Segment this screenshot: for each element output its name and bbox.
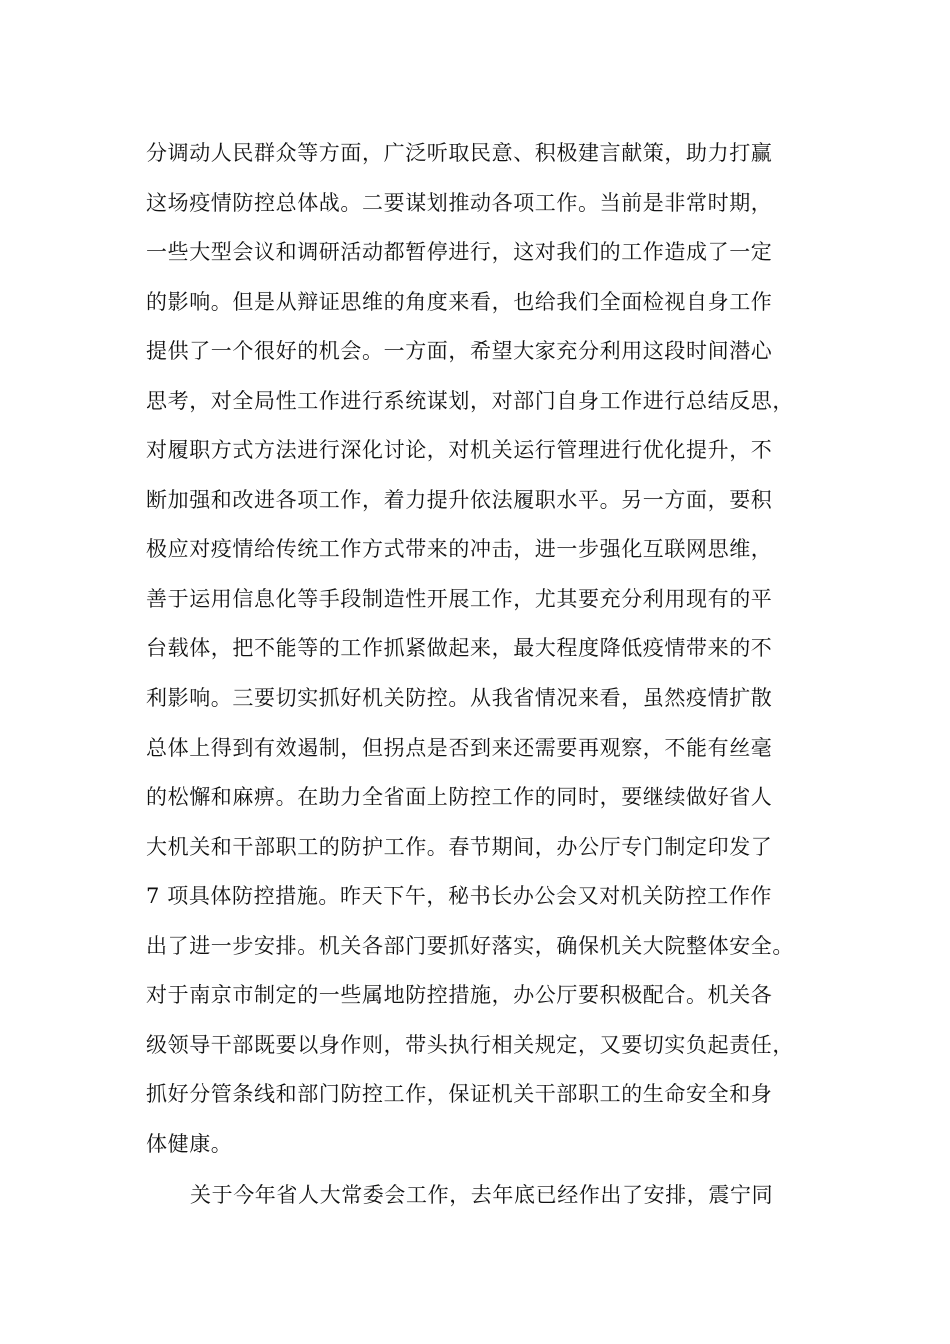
- text-line: 一些大型会议和调研活动都暂停进行，这对我们的工作造成了一定: [146, 240, 773, 264]
- text-line: 出了进一步安排。机关各部门要抓好落实，确保机关大院整体安全。: [146, 934, 794, 958]
- text-line: 总体上得到有效遏制，但拐点是否到来还需要再观察，不能有丝毫: [146, 736, 773, 760]
- text-line: 台载体，把不能等的工作抓紧做起来，最大程度降低疫情带来的不: [146, 636, 773, 660]
- text-line: 对履职方式方法进行深化讨论，对机关运行管理进行优化提升，不: [146, 438, 773, 462]
- text-line: 极应对疫情给传统工作方式带来的冲击，进一步强化互联网思维，: [146, 537, 773, 561]
- text-line: 的影响。但是从辩证思维的角度来看，也给我们全面检视自身工作: [146, 290, 773, 314]
- text-line: 分调动人民群众等方面，广泛听取民意、积极建言献策，助力打赢: [146, 141, 773, 165]
- text-line: 善于运用信息化等手段制造性开展工作，尤其要充分利用现有的平: [146, 587, 773, 611]
- text-line: 这场疫情防控总体战。二要谋划推动各项工作。当前是非常时期，: [146, 191, 773, 215]
- text-line: 利影响。三要切实抓好机关防控。从我省情况来看，虽然疫情扩散: [146, 686, 773, 710]
- text-line: 断加强和改进各项工作，着力提升依法履职水平。另一方面，要积: [146, 488, 773, 512]
- text-line: 级领导干部既要以身作则，带头执行相关规定，又要切实负起责任，: [146, 1033, 794, 1057]
- text-line: 思考，对全局性工作进行系统谋划，对部门自身工作进行总结反思，: [146, 389, 794, 413]
- text-line: 体健康。: [146, 1132, 233, 1156]
- text-line: 的松懈和麻痹。在助力全省面上防控工作的同时，要继续做好省人: [146, 785, 773, 809]
- text-line: 大机关和干部职工的防护工作。春节期间，办公厅专门制定印发了: [146, 835, 773, 859]
- text-line: 提供了一个很好的机会。一方面，希望大家充分利用这段时间潜心: [146, 339, 773, 363]
- text-line: 抓好分管条线和部门防控工作，保证机关干部职工的生命安全和身: [146, 1082, 773, 1106]
- text-line: 7 项具体防控措施。昨天下午，秘书长办公会又对机关防控工作作: [146, 884, 773, 908]
- paragraph-first-line: 关于今年省人大常委会工作，去年底已经作出了安排，震宁同: [190, 1183, 774, 1207]
- text-line: 对于南京市制定的一些属地防控措施，办公厅要积极配合。机关各: [146, 983, 773, 1007]
